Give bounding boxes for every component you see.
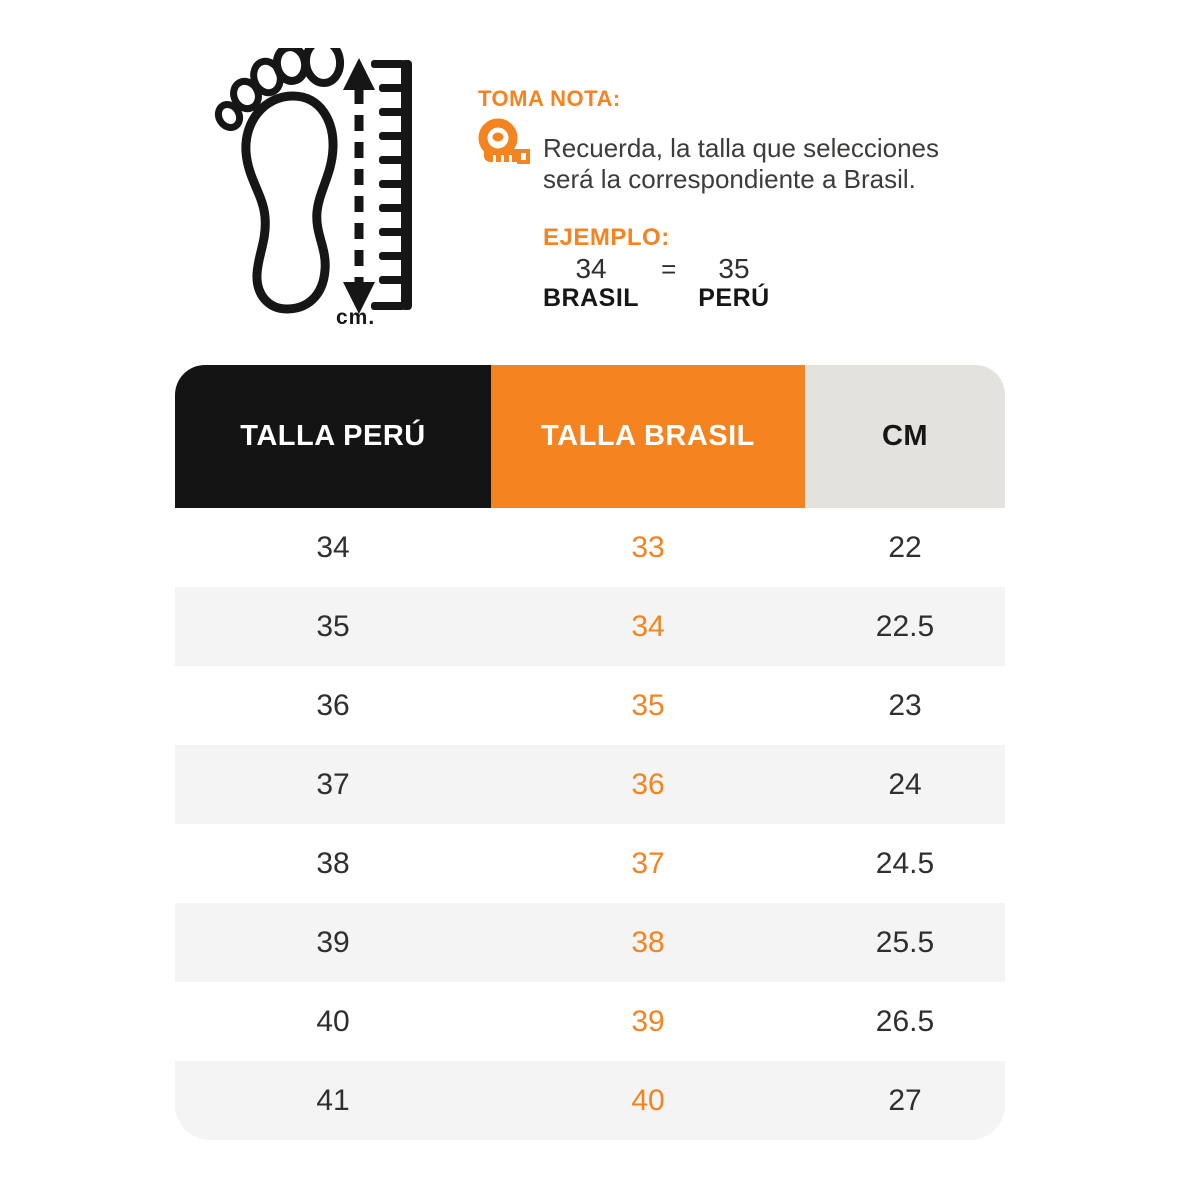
brasil-cell: 39 [631, 1004, 665, 1038]
peru-cell: 41 [316, 1083, 350, 1117]
brasil-cell: 35 [631, 688, 665, 722]
cm-cell: 25.5 [875, 925, 935, 959]
example-brasil-stack [543, 254, 639, 312]
footprint-icon [214, 48, 342, 309]
cm-cell: 26.5 [875, 1004, 935, 1038]
example-peru-stack [698, 254, 769, 312]
brasil-cell: 33 [631, 530, 665, 564]
table-row [175, 903, 1005, 982]
example-brasil-label: BRASIL [543, 284, 640, 312]
table-row [175, 508, 1005, 587]
table-row [175, 745, 1005, 824]
brasil-cell: 37 [631, 846, 665, 880]
example-brasil-value: 34 [575, 253, 607, 284]
column-header-talla-peru: TALLA PERÚ [175, 365, 491, 508]
cm-cell: 24 [888, 767, 922, 801]
cm-cell: 23 [888, 688, 922, 722]
table-row [175, 587, 1005, 666]
column-header-talla-brasil: TALLA BRASIL [491, 365, 805, 508]
size-conversion-table [175, 365, 1005, 1140]
equals-sign: = [661, 254, 677, 284]
column-header-cm: CM [805, 365, 1005, 508]
note-title: TOMA NOTA: [478, 86, 621, 111]
note-text-line2: será la correspondiente a Brasil. [543, 164, 916, 194]
cm-unit-label: cm. [336, 306, 376, 329]
measure-arrow-icon [343, 58, 375, 314]
tape-measure-icon [473, 118, 537, 172]
brasil-cell: 36 [631, 767, 665, 801]
cm-cell: 24.5 [875, 846, 935, 880]
table-header-row [175, 365, 1005, 508]
table-row [175, 666, 1005, 745]
example-block [543, 224, 770, 312]
example-peru-label: PERÚ [698, 284, 770, 312]
cm-cell: 22 [888, 530, 922, 564]
peru-cell: 40 [316, 1004, 350, 1038]
note-text [543, 133, 939, 195]
table-row [175, 824, 1005, 903]
brasil-cell: 34 [631, 609, 665, 643]
ruler-icon [371, 60, 412, 310]
table-row [175, 982, 1005, 1061]
peru-cell: 34 [316, 530, 350, 564]
peru-cell: 39 [316, 925, 350, 959]
brasil-cell: 40 [631, 1083, 665, 1117]
cm-cell: 27 [888, 1083, 922, 1117]
table-row [175, 1061, 1005, 1140]
peru-cell: 35 [316, 609, 350, 643]
example-title: EJEMPLO: [543, 224, 670, 251]
brasil-cell: 38 [631, 925, 665, 959]
peru-cell: 38 [316, 846, 350, 880]
example-peru-value: 35 [718, 253, 750, 284]
foot-measure-illustration [213, 48, 443, 333]
peru-cell: 37 [316, 767, 350, 801]
peru-cell: 36 [316, 688, 350, 722]
example-row [543, 254, 770, 312]
cm-cell: 22.5 [875, 609, 935, 643]
note-text-line1: Recuerda, la talla que selecciones [543, 133, 940, 163]
